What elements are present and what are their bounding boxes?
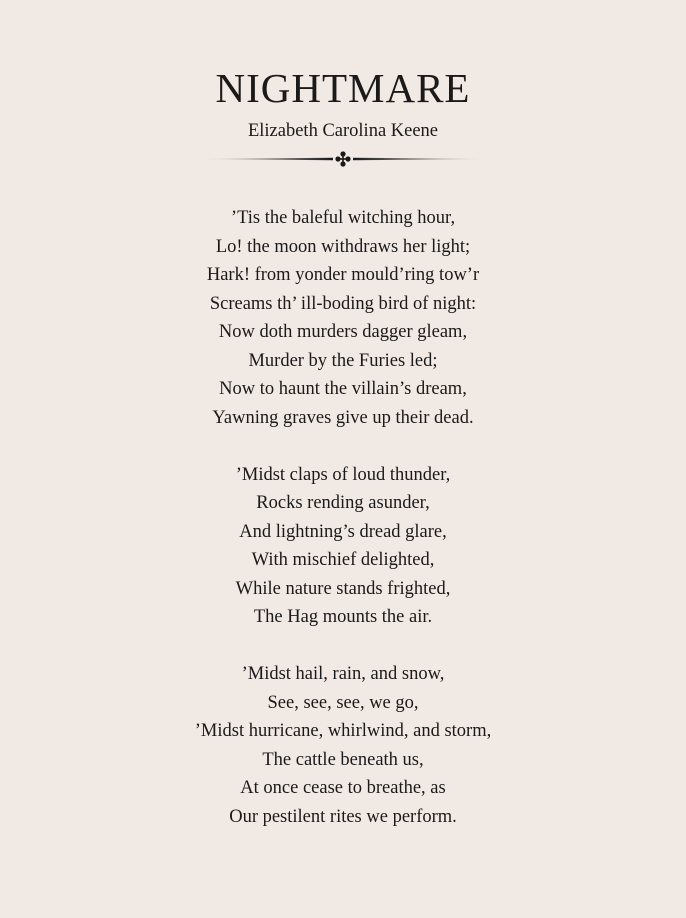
poem-line: Lo! the moon withdraws her light; xyxy=(215,236,471,257)
poem-line: At once cease to breathe, as xyxy=(240,778,446,798)
poem-line: The cattle beneath us, xyxy=(262,749,424,770)
poem-line: Yawning graves give up their dead. xyxy=(212,407,474,428)
poem-line: ’Midst claps of loud thunder, xyxy=(235,464,451,485)
poem-line: Screams th’ ill-boding bird of night: xyxy=(209,293,477,314)
poem-line: With mischief delighted, xyxy=(251,550,435,570)
poem-line: While nature stands frighted, xyxy=(235,578,451,599)
poem-line: ’Tis the baleful witching hour, xyxy=(230,208,456,228)
poem-line: Hark! from yonder mould’ring tow’r xyxy=(206,265,480,285)
poem-line: Murder by the Furies led; xyxy=(248,350,438,371)
fleuron-divider-icon xyxy=(198,150,488,168)
poem-line: ’Midst hurricane, whirlwind, and storm, xyxy=(194,721,492,741)
stanza-3 xyxy=(0,660,686,831)
poem-title: NIGHTMARE xyxy=(215,65,471,111)
poem-line: The Hag mounts the air. xyxy=(253,607,433,627)
poem-line: Our pestilent rites we perform. xyxy=(229,806,457,827)
poem-line: ’Midst hail, rain, and snow, xyxy=(241,664,445,684)
poem-body xyxy=(0,204,686,860)
poem-line: Rocks rending asunder, xyxy=(256,493,430,513)
stanza-2 xyxy=(0,461,686,632)
poem-author: Elizabeth Carolina Keene xyxy=(247,121,439,141)
poem-line: Now to haunt the villain’s dream, xyxy=(219,379,467,399)
stanza-1 xyxy=(0,204,686,432)
poem-line: See, see, see, we go, xyxy=(267,692,419,713)
poem-line: And lightning’s dread glare, xyxy=(239,521,447,542)
poem-line: Now doth murders dagger gleam, xyxy=(218,322,468,342)
